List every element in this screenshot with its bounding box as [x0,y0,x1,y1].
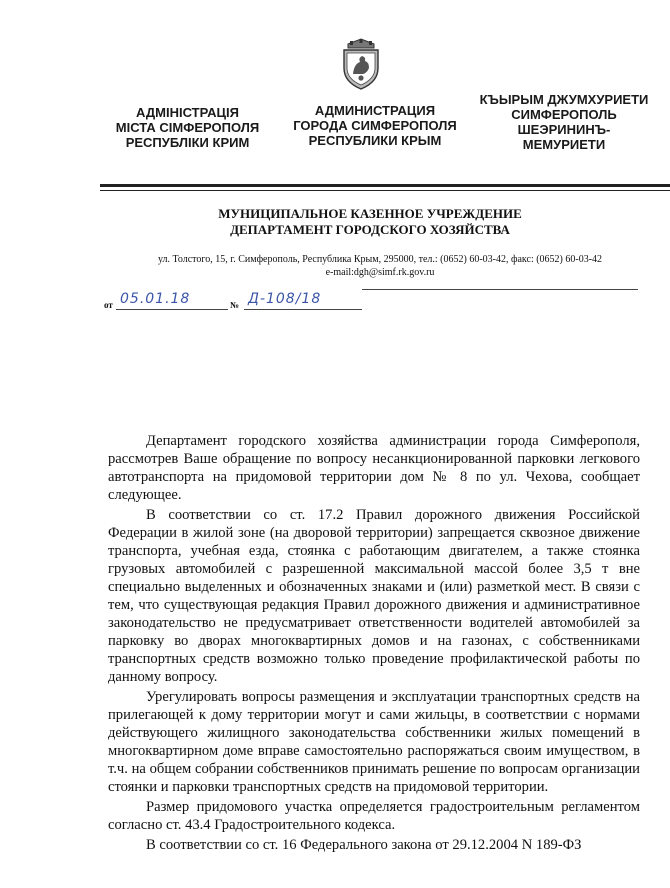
header-crimean-tatar [474,92,654,152]
header-divider-thick [100,184,670,187]
email-line: e-mail:dgh@simf.rk.gov.ru [325,267,435,278]
header-russian [282,103,468,148]
header-crimean-tatar-line: ШЕЭРИНИНЪ- [517,122,611,137]
date-underline [116,309,228,310]
header-russian-line: РЕСПУБЛИКИ КРЫМ [308,133,442,148]
header-divider-thin [100,190,670,191]
header-ukrainian [110,105,265,150]
header-russian-line: АДМИНИСТРАЦИЯ [314,103,436,118]
registration-number: Д-108/18 [248,291,322,307]
contact-details [100,253,660,279]
organization-line-2: ДЕПАРТАМЕНТ ГОРОДСКОГО ХОЗЯЙСТВА [230,222,510,237]
number-label: № [230,300,240,310]
header-russian-line: ГОРОДА СИМФЕРОПОЛЯ [293,118,457,133]
letter-body [108,432,640,856]
registration-line [104,289,664,313]
body-paragraph: В соответствии со ст. 17.2 Правил дорожного движения Российской Федерации в жилой зоне (на дворовой территории) запрещается сквозное движение транспорта, учебная езда, стоянка с работающим двигателем, а также стоянка грузовых автомобилей с разрешенной максимальной массой более 3,5 т вне специально выделенных и обозначенных знаками и (или) разметкой мест. В связи с тем, что существующая редакция Правил дорожного движения и административное законодательство не предусматривает ответственности водителей автомобилей за парковку во дворах многоквартирных домов и на газонах, с собственниками транспортных средств возможно только проведение профилактической работы по данному вопросу. [108,507,640,685]
header-ukrainian-line: МІСТА СІМФЕРОПОЛЯ [115,120,260,135]
body-paragraph: Урегулировать вопросы размещения и эксплуатации транспортных средств на прилегающей к дому территории могут и сами жильцы, в соответствии с нормами действующего жилищного законодательства собственники жилых помещений в многоквартирном доме вправе самостоятельно распоряжаться своим имуществом, в т.ч. на общем собрании собственников принимать решение по вопросам организации стоянки и парковки транспортных средств на придомовой территории. [108,689,640,795]
organization-line-1: МУНИЦИПАЛЬНОЕ КАЗЕННОЕ УЧРЕЖДЕНИЕ [218,206,522,221]
registration-top-rule [362,289,638,290]
number-underline [244,309,362,310]
header-crimean-tatar-line: СИМФЕРОПОЛЬ [511,107,617,122]
address-line: ул. Толстого, 15, г. Симферополь, Республика Крым, 295000, тел.: (0652) 60-03-42, факс: (0652) 60-03-42 [157,254,603,265]
body-paragraph: В соответствии со ст. 16 Федерального закона от 29.12.2004 N 189-ФЗ [146,837,582,853]
organization-name [150,206,590,238]
header-crimean-tatar-line: КЪЫРЫМ ДЖУМХУРИЕТИ [479,92,649,107]
body-paragraph: Департамент городского хозяйства администрации города Симферополя, рассмотрев Ваше обращение по вопросу несанкционированной парковки легкового автотранспорта на придомовой территории дом № 8 по ул. Чехова, сообщает следующее. [108,433,640,503]
header-ukrainian-line: АДМІНІСТРАЦІЯ [136,105,239,120]
header-ukrainian-line: РЕСПУБЛІКИ КРИМ [125,135,250,150]
from-label: от [104,300,113,310]
body-paragraph: Размер придомового участка определяется градостроительным регламентом согласно ст. 43.4 Градостроительного кодекса. [108,799,640,833]
coat-of-arms-emblem [338,38,384,90]
header-crimean-tatar-line: МЕМУРИЕТИ [522,137,606,152]
registration-date: 05.01.18 [120,291,191,307]
